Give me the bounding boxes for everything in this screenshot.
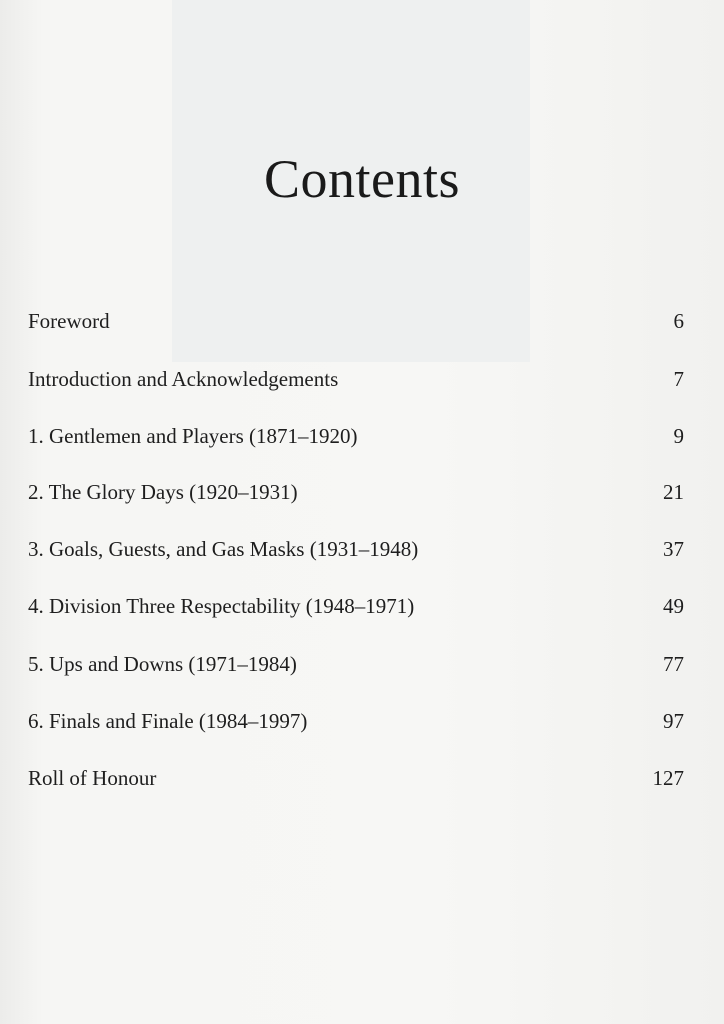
toc-entry-page: 9 <box>673 424 684 448</box>
toc-entry-page: 6 <box>673 309 684 333</box>
toc-entry-page: 37 <box>663 537 684 561</box>
toc-entry-label: 3. Goals, Guests, and Gas Masks (1931–1948) <box>28 537 419 561</box>
toc-entry-label: Roll of Honour <box>28 766 157 790</box>
page-title: Contents <box>263 149 460 209</box>
toc-entry-foreword <box>28 306 684 336</box>
toc-entry-chapter-1 <box>28 421 684 451</box>
toc-entry-page: 97 <box>663 709 684 733</box>
toc-entry-label: 6. Finals and Finale (1984–1997) <box>28 709 308 733</box>
toc-entry-label: 1. Gentlemen and Players (1871–1920) <box>28 424 358 448</box>
toc-entry-page: 127 <box>652 766 684 790</box>
toc-entry-page: 21 <box>663 480 684 504</box>
toc-entry-chapter-5 <box>28 649 684 679</box>
toc-entry-introduction <box>28 364 684 394</box>
toc-entry-label: 4. Division Three Respectability (1948–1971) <box>28 594 415 618</box>
toc-entry-label: 5. Ups and Downs (1971–1984) <box>28 652 297 676</box>
toc-entry-chapter-2 <box>28 477 684 507</box>
table-of-contents <box>28 0 684 1024</box>
toc-entry-label: 2. The Glory Days (1920–1931) <box>28 480 298 504</box>
toc-entry-roll-of-honour <box>28 763 684 793</box>
toc-entry-page: 77 <box>663 652 684 676</box>
toc-entry-page: 7 <box>673 367 684 391</box>
toc-entry-chapter-4 <box>28 591 684 621</box>
toc-entry-label: Introduction and Acknowledgements <box>28 367 339 391</box>
toc-entry-page: 49 <box>663 594 684 618</box>
toc-entry-chapter-6 <box>28 706 684 736</box>
toc-entry-chapter-3 <box>28 534 684 564</box>
toc-entry-label: Foreword <box>28 309 110 333</box>
